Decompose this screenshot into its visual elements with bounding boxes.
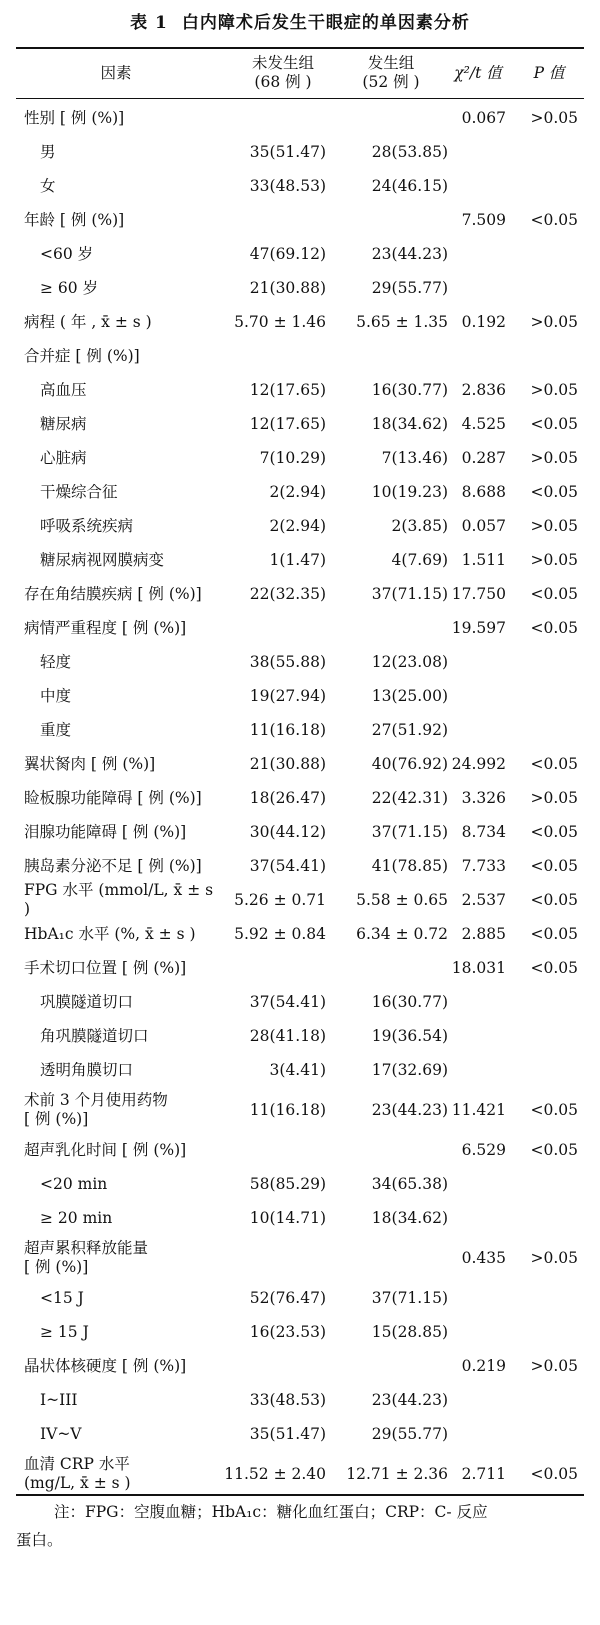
cell-not-occurred: 5.26 ± 0.71 — [234, 891, 326, 909]
cell-p-value — [508, 1053, 578, 1087]
cell-not-occurred: 7(10.29) — [259, 449, 326, 467]
table-row — [16, 1167, 584, 1201]
row-label: 糖尿病视网膜病变 — [40, 550, 165, 569]
cell-p-value — [508, 985, 578, 1019]
cell-stat-value — [446, 271, 506, 305]
table-row — [16, 713, 584, 747]
cell-not-occurred: 35(51.47) — [249, 143, 326, 161]
header-factor: 因素 — [100, 63, 132, 82]
cell-occurred: 27(51.92) — [371, 721, 448, 739]
row-label: ≥ 20 min — [40, 1208, 113, 1227]
cell-occurred: 4(7.69) — [391, 551, 448, 569]
cell-p-value: >0.05 — [530, 449, 578, 467]
row-label: 胰岛素分泌不足 [ 例 (%)] — [24, 856, 202, 875]
cell-stat-value — [446, 1201, 506, 1235]
cell-stat-value: 2.711 — [461, 1465, 506, 1483]
cell-stat-value — [446, 1383, 506, 1417]
cell-stat-value: 2.836 — [461, 381, 506, 399]
cell-stat-value: 0.287 — [461, 449, 506, 467]
note-line-1: 注：FPG：空腹血糖；HbA₁c：糖化血红蛋白；CRP：C- 反应 — [54, 1503, 488, 1521]
cell-stat-value: 17.750 — [451, 585, 506, 603]
cell-p-value: <0.05 — [530, 619, 578, 637]
row-label: 中度 — [40, 686, 72, 705]
top-rule — [16, 47, 584, 49]
table-row — [16, 1383, 584, 1417]
table-row — [16, 1281, 584, 1315]
cell-not-occurred: 2(2.94) — [269, 517, 326, 535]
cell-not-occurred: 19(27.94) — [249, 687, 326, 705]
table-row — [16, 373, 584, 407]
cell-p-value: <0.05 — [530, 483, 578, 501]
table-row — [16, 305, 584, 339]
table-note — [16, 1498, 584, 1554]
cell-stat-value: 0.057 — [461, 517, 506, 535]
cell-not-occurred — [220, 1349, 326, 1383]
cell-occurred: 41(78.85) — [371, 857, 448, 875]
cell-occurred: 37(71.15) — [371, 823, 448, 841]
cell-p-value — [508, 271, 578, 305]
table-row — [16, 203, 584, 237]
row-label: 超声累积释放能量 [ 例 (%)] — [24, 1239, 149, 1276]
header-group-b: 发生组 (52 例 ) — [362, 54, 420, 91]
table-row — [16, 441, 584, 475]
cell-occurred: 23(44.23) — [371, 245, 448, 263]
cell-occurred: 13(25.00) — [371, 687, 448, 705]
cell-occurred — [336, 611, 448, 645]
cell-occurred: 18(34.62) — [371, 1209, 448, 1227]
header-group-a: 未发生组 (68 例 ) — [251, 54, 314, 91]
cell-not-occurred: 1(1.47) — [269, 551, 326, 569]
header-stat: χ²/t 值 — [454, 63, 502, 82]
cell-p-value: <0.05 — [530, 823, 578, 841]
cell-not-occurred: 47(69.12) — [249, 245, 326, 263]
cell-not-occurred: 5.92 ± 0.84 — [234, 925, 326, 943]
row-label: 心脏病 — [40, 448, 87, 467]
cell-stat-value: 2.537 — [461, 891, 506, 909]
cell-not-occurred — [220, 1235, 326, 1281]
row-label: 糖尿病 — [40, 414, 87, 433]
cell-p-value — [508, 1281, 578, 1315]
cell-occurred: 22(42.31) — [371, 789, 448, 807]
row-label: 角巩膜隧道切口 — [40, 1026, 149, 1045]
cell-not-occurred: 28(41.18) — [249, 1027, 326, 1045]
cell-occurred: 15(28.85) — [371, 1323, 448, 1341]
row-label: 透明角膜切口 — [40, 1060, 134, 1079]
cell-stat-value: 11.421 — [451, 1101, 506, 1119]
cell-not-occurred — [220, 339, 326, 373]
table-row — [16, 1349, 584, 1383]
cell-not-occurred: 37(54.41) — [249, 857, 326, 875]
table-row — [16, 1053, 584, 1087]
cell-occurred: 12(23.08) — [371, 653, 448, 671]
row-label: 超声乳化时间 [ 例 (%)] — [24, 1140, 187, 1159]
cell-not-occurred: 12(17.65) — [249, 381, 326, 399]
table-row — [16, 237, 584, 271]
cell-not-occurred: 16(23.53) — [249, 1323, 326, 1341]
cell-stat-value: 7.509 — [461, 211, 506, 229]
cell-stat-value — [446, 135, 506, 169]
cell-stat-value: 0.435 — [461, 1249, 506, 1267]
cell-p-value — [508, 1315, 578, 1349]
cell-occurred: 28(53.85) — [371, 143, 448, 161]
table-row — [16, 509, 584, 543]
cell-p-value: <0.05 — [530, 211, 578, 229]
cell-stat-value — [446, 1053, 506, 1087]
cell-not-occurred: 21(30.88) — [249, 755, 326, 773]
cell-occurred: 17(32.69) — [371, 1061, 448, 1079]
cell-not-occurred: 30(44.12) — [249, 823, 326, 841]
table-row — [16, 339, 584, 373]
row-label: ≥ 60 岁 — [40, 278, 99, 297]
cell-p-value: >0.05 — [530, 551, 578, 569]
cell-stat-value: 6.529 — [461, 1141, 506, 1159]
cell-occurred: 5.65 ± 1.35 — [356, 313, 448, 331]
cell-occurred: 19(36.54) — [371, 1027, 448, 1045]
table-row — [16, 101, 584, 135]
cell-p-value — [508, 713, 578, 747]
table-row — [16, 645, 584, 679]
row-label: 晶状体核硬度 [ 例 (%)] — [24, 1356, 187, 1375]
cell-occurred: 37(71.15) — [371, 1289, 448, 1307]
cell-not-occurred: 11(16.18) — [249, 1101, 326, 1119]
cell-occurred — [336, 1349, 448, 1383]
cell-occurred: 34(65.38) — [371, 1175, 448, 1193]
cell-stat-value: 4.525 — [461, 415, 506, 433]
row-label: 合并症 [ 例 (%)] — [24, 346, 140, 365]
cell-p-value: >0.05 — [530, 381, 578, 399]
row-label: 女 — [40, 176, 56, 195]
cell-stat-value: 24.992 — [451, 755, 506, 773]
cell-occurred — [336, 339, 448, 373]
row-label: 病情严重程度 [ 例 (%)] — [24, 618, 187, 637]
row-label: 男 — [40, 142, 56, 161]
cell-p-value: <0.05 — [530, 585, 578, 603]
table-row — [16, 747, 584, 781]
row-label: 存在角结膜疾病 [ 例 (%)] — [24, 584, 202, 603]
cell-not-occurred: 38(55.88) — [249, 653, 326, 671]
cell-occurred: 12.71 ± 2.36 — [346, 1465, 448, 1483]
row-label: HbA₁c 水平 (%, x̄ ± s ) — [24, 924, 196, 943]
table-row — [16, 849, 584, 883]
row-label: 睑板腺功能障碍 [ 例 (%)] — [24, 788, 202, 807]
table-row — [16, 815, 584, 849]
table-caption: 白内障术后发生干眼症的单因素分析 — [181, 13, 470, 33]
cell-p-value: <0.05 — [530, 891, 578, 909]
cell-stat-value: 0.067 — [461, 109, 506, 127]
cell-occurred — [336, 1133, 448, 1167]
row-label: 巩膜隧道切口 — [40, 992, 134, 1011]
cell-stat-value: 0.219 — [461, 1357, 506, 1375]
cell-p-value: <0.05 — [530, 415, 578, 433]
cell-occurred: 7(13.46) — [381, 449, 448, 467]
cell-occurred: 10(19.23) — [371, 483, 448, 501]
cell-not-occurred: 12(17.65) — [249, 415, 326, 433]
cell-p-value: <0.05 — [530, 1101, 578, 1119]
table-row — [16, 1235, 584, 1281]
cell-p-value — [508, 1167, 578, 1201]
cell-stat-value: 19.597 — [451, 619, 506, 637]
table-row — [16, 985, 584, 1019]
cell-p-value: <0.05 — [530, 1141, 578, 1159]
table-row — [16, 1133, 584, 1167]
cell-p-value: >0.05 — [530, 313, 578, 331]
row-label: 血清 CRP 水平 (mg/L, x̄ ± s ) — [24, 1455, 131, 1492]
table-row — [16, 169, 584, 203]
cell-not-occurred: 2(2.94) — [269, 483, 326, 501]
bottom-rule — [16, 1494, 584, 1496]
cell-occurred — [336, 101, 448, 135]
cell-p-value — [508, 1019, 578, 1053]
note-line-2: 蛋白。 — [16, 1531, 63, 1549]
cell-p-value: >0.05 — [530, 1357, 578, 1375]
cell-p-value: >0.05 — [530, 1249, 578, 1267]
table-title — [0, 8, 600, 33]
row-label: 翼状胬肉 [ 例 (%)] — [24, 754, 156, 773]
row-label: 轻度 — [40, 652, 72, 671]
cell-occurred: 29(55.77) — [371, 279, 448, 297]
cell-not-occurred: 3(4.41) — [269, 1061, 326, 1079]
row-label: 高血压 — [40, 380, 87, 399]
row-label: IV~V — [40, 1424, 82, 1443]
cell-occurred: 16(30.77) — [371, 993, 448, 1011]
table-body — [16, 101, 584, 1497]
row-label: FPG 水平 (mmol/L, x̄ ± s ) — [24, 881, 214, 918]
cell-occurred: 23(44.23) — [371, 1101, 448, 1119]
table-row — [16, 407, 584, 441]
cell-stat-value — [446, 1417, 506, 1451]
table-row — [16, 781, 584, 815]
table-row — [16, 951, 584, 985]
cell-occurred: 24(46.15) — [371, 177, 448, 195]
row-label: <60 岁 — [40, 244, 94, 263]
cell-stat-value — [446, 1019, 506, 1053]
cell-stat-value — [446, 1281, 506, 1315]
row-label: 病程 ( 年 , x̄ ± s ) — [24, 312, 152, 331]
cell-not-occurred: 21(30.88) — [249, 279, 326, 297]
cell-stat-value: 2.885 — [461, 925, 506, 943]
cell-stat-value — [446, 679, 506, 713]
row-label: 术前 3 个月使用药物 [ 例 (%)] — [24, 1091, 168, 1128]
cell-p-value — [508, 169, 578, 203]
cell-p-value: <0.05 — [530, 959, 578, 977]
table-row — [16, 1315, 584, 1349]
table-header — [16, 50, 584, 96]
cell-stat-value: 7.733 — [461, 857, 506, 875]
row-label: 泪腺功能障碍 [ 例 (%)] — [24, 822, 187, 841]
cell-not-occurred — [220, 203, 326, 237]
cell-stat-value — [446, 169, 506, 203]
table-row — [16, 1201, 584, 1235]
header-rule — [16, 98, 584, 99]
cell-stat-value — [446, 713, 506, 747]
cell-stat-value: 1.511 — [461, 551, 506, 569]
cell-stat-value — [446, 1315, 506, 1349]
row-label: 年龄 [ 例 (%)] — [24, 210, 125, 229]
table-row — [16, 679, 584, 713]
cell-occurred: 2(3.85) — [391, 517, 448, 535]
cell-p-value — [508, 1383, 578, 1417]
cell-p-value — [508, 135, 578, 169]
table-row — [16, 1417, 584, 1451]
row-label: I~III — [40, 1390, 78, 1409]
cell-not-occurred: 33(48.53) — [249, 1391, 326, 1409]
cell-not-occurred: 10(14.71) — [249, 1209, 326, 1227]
row-label: 重度 — [40, 720, 72, 739]
table-row — [16, 917, 584, 951]
cell-stat-value — [446, 985, 506, 1019]
cell-not-occurred: 35(51.47) — [249, 1425, 326, 1443]
cell-stat-value: 18.031 — [451, 959, 506, 977]
cell-p-value: >0.05 — [530, 789, 578, 807]
cell-p-value: <0.05 — [530, 925, 578, 943]
cell-occurred — [336, 1235, 448, 1281]
table-row — [16, 543, 584, 577]
cell-occurred — [336, 203, 448, 237]
cell-not-occurred: 33(48.53) — [249, 177, 326, 195]
cell-stat-value — [446, 237, 506, 271]
cell-occurred: 40(76.92) — [371, 755, 448, 773]
cell-occurred: 16(30.77) — [371, 381, 448, 399]
cell-not-occurred — [220, 1133, 326, 1167]
table-row — [16, 1451, 584, 1497]
cell-not-occurred: 11(16.18) — [249, 721, 326, 739]
cell-p-value: <0.05 — [530, 755, 578, 773]
cell-p-value: <0.05 — [530, 1465, 578, 1483]
cell-not-occurred: 22(32.35) — [249, 585, 326, 603]
cell-p-value — [508, 237, 578, 271]
table-row — [16, 475, 584, 509]
cell-stat-value: 3.326 — [461, 789, 506, 807]
cell-not-occurred: 11.52 ± 2.40 — [224, 1465, 326, 1483]
cell-not-occurred: 18(26.47) — [249, 789, 326, 807]
row-label: ≥ 15 J — [40, 1322, 89, 1341]
cell-stat-value — [446, 645, 506, 679]
cell-not-occurred — [220, 101, 326, 135]
cell-not-occurred: 5.70 ± 1.46 — [234, 313, 326, 331]
table-number: 表 1 — [130, 13, 168, 33]
cell-occurred — [336, 951, 448, 985]
table-row — [16, 135, 584, 169]
cell-occurred: 18(34.62) — [371, 415, 448, 433]
table-row — [16, 1087, 584, 1133]
cell-not-occurred: 52(76.47) — [249, 1289, 326, 1307]
cell-p-value — [508, 1417, 578, 1451]
cell-p-value — [508, 1201, 578, 1235]
table-row — [16, 883, 584, 917]
cell-stat-value: 8.688 — [461, 483, 506, 501]
cell-stat-value: 0.192 — [461, 313, 506, 331]
cell-p-value — [508, 645, 578, 679]
cell-not-occurred — [220, 951, 326, 985]
cell-stat-value — [446, 1167, 506, 1201]
cell-occurred: 37(71.15) — [371, 585, 448, 603]
cell-p-value: >0.05 — [530, 109, 578, 127]
row-label: 性别 [ 例 (%)] — [24, 108, 125, 127]
table-row — [16, 1019, 584, 1053]
row-label: 干燥综合征 — [40, 482, 118, 501]
cell-p-value — [508, 339, 578, 373]
table-row — [16, 271, 584, 305]
header-p: P 值 — [533, 63, 565, 82]
cell-p-value: <0.05 — [530, 857, 578, 875]
cell-occurred: 23(44.23) — [371, 1391, 448, 1409]
cell-not-occurred: 58(85.29) — [249, 1175, 326, 1193]
cell-p-value — [508, 679, 578, 713]
table-row — [16, 611, 584, 645]
row-label: <20 min — [40, 1174, 108, 1193]
row-label: <15 J — [40, 1288, 84, 1307]
cell-stat-value — [446, 339, 506, 373]
cell-occurred: 29(55.77) — [371, 1425, 448, 1443]
cell-p-value: >0.05 — [530, 517, 578, 535]
cell-occurred: 6.34 ± 0.72 — [356, 925, 448, 943]
row-label: 呼吸系统疾病 — [40, 516, 134, 535]
cell-stat-value: 8.734 — [461, 823, 506, 841]
cell-not-occurred: 37(54.41) — [249, 993, 326, 1011]
cell-occurred: 5.58 ± 0.65 — [356, 891, 448, 909]
row-label: 手术切口位置 [ 例 (%)] — [24, 958, 187, 977]
cell-not-occurred — [220, 611, 326, 645]
table-row — [16, 577, 584, 611]
